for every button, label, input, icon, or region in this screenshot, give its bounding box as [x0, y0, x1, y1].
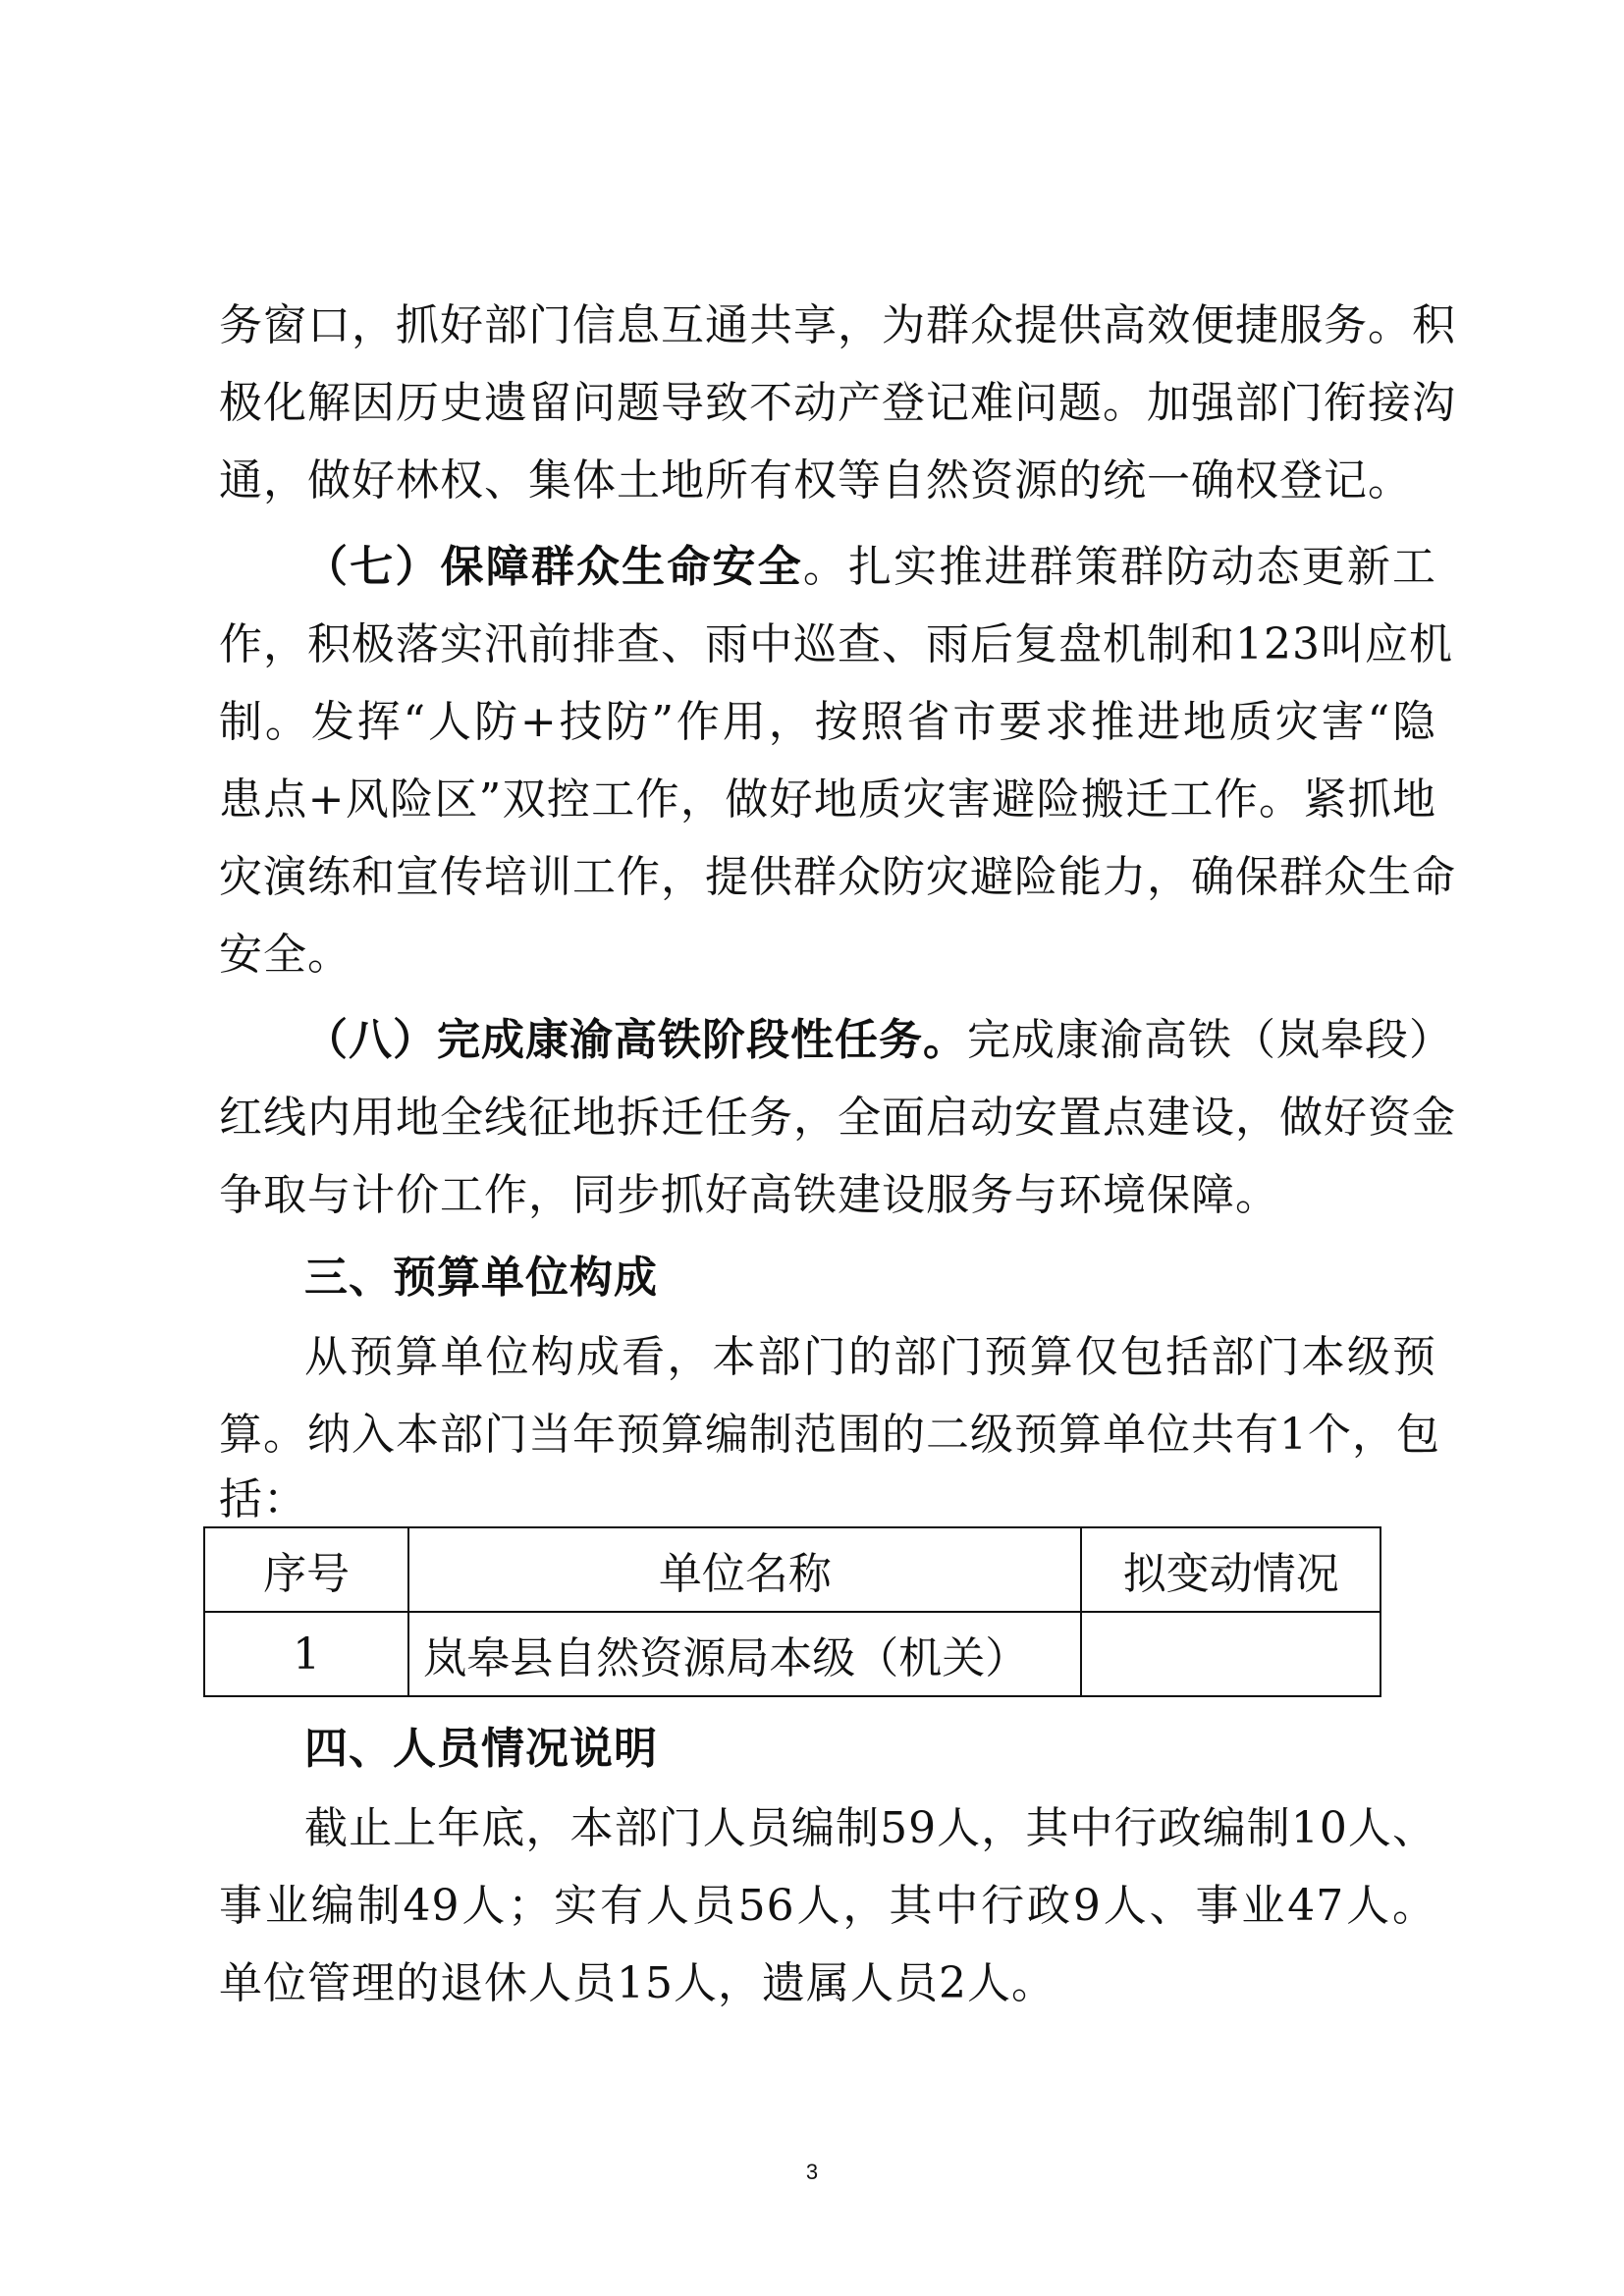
paragraph-line: 事业编制49人；实有人员56人，其中行政9人、事业47人。 — [219, 1881, 1436, 1931]
section-7-title: （七）保障群众生命安全 — [304, 542, 803, 592]
paragraph-line: 务窗口，抓好部门信息互通共享，为群众提供高效便捷服务。积 — [219, 300, 1456, 350]
budget-unit-table — [203, 1526, 1381, 1697]
page-number: 3 — [805, 2160, 819, 2184]
paragraph-line: 单位管理的退休人员15人，遗属人员2人。 — [219, 1958, 1056, 2008]
section-8-title: （八）完成康渝高铁阶段性任务。 — [304, 1015, 967, 1065]
paragraph-line: 灾演练和宣传培训工作，提供群众防灾避险能力，确保群众生命 — [219, 852, 1456, 902]
section-8-first-line-text: 完成康渝高铁（岚皋段） — [967, 1015, 1453, 1065]
paragraph-line: 红线内用地全线征地拆迁任务，全面启动安置点建设，做好资金 — [219, 1093, 1456, 1143]
section-7-first-line-text: 。扎实推进群策群防动态更新工 — [802, 542, 1437, 592]
header-cell-change: 拟变动情况 — [1081, 1527, 1380, 1612]
paragraph-line: 安全。 — [219, 930, 352, 980]
header-cell-no: 序号 — [204, 1527, 408, 1612]
paragraph-line: 从预算单位构成看，本部门的部门预算仅包括部门本级预 — [304, 1332, 1436, 1382]
paragraph-line: 作，积极落实汛前排查、雨中巡查、雨后复盘机制和123叫应机 — [219, 619, 1453, 669]
paragraph-line: 截止上年底，本部门人员编制59人，其中行政编制10人、 — [304, 1803, 1436, 1853]
cell-name: 岚皋县自然资源局本级（机关） — [408, 1612, 1081, 1696]
header-cell-name: 单位名称 — [408, 1527, 1081, 1612]
paragraph-line: 患点+风险区”双控工作，做好地质灾害避险搬迁工作。紧抓地 — [219, 774, 1436, 825]
table-header-row — [204, 1527, 1380, 1612]
section-heading-4: 四、人员情况说明 — [304, 1724, 658, 1774]
paragraph-line: 制。发挥“人防+技防”作用，按照省市要求推进地质灾害“隐 — [219, 697, 1436, 747]
paragraph-line: 算。纳入本部门当年预算编制范围的二级预算单位共有1个，包 — [219, 1410, 1440, 1460]
paragraph-line: 括： — [219, 1474, 307, 1524]
section-8-first-line — [304, 1011, 1453, 1070]
cell-change — [1081, 1612, 1380, 1696]
paragraph-line: 极化解因历史遗留问题导致不动产登记难问题。加强部门衔接沟 — [219, 378, 1456, 428]
paragraph-line: 通，做好林权、集体土地所有权等自然资源的统一确权登记。 — [219, 455, 1412, 506]
table-row — [204, 1612, 1380, 1696]
section-7-first-line — [304, 538, 1436, 597]
cell-no: 1 — [204, 1612, 408, 1696]
paragraph-line: 争取与计价工作，同步抓好高铁建设服务与环境保障。 — [219, 1170, 1279, 1220]
section-heading-3: 三、预算单位构成 — [304, 1253, 658, 1303]
